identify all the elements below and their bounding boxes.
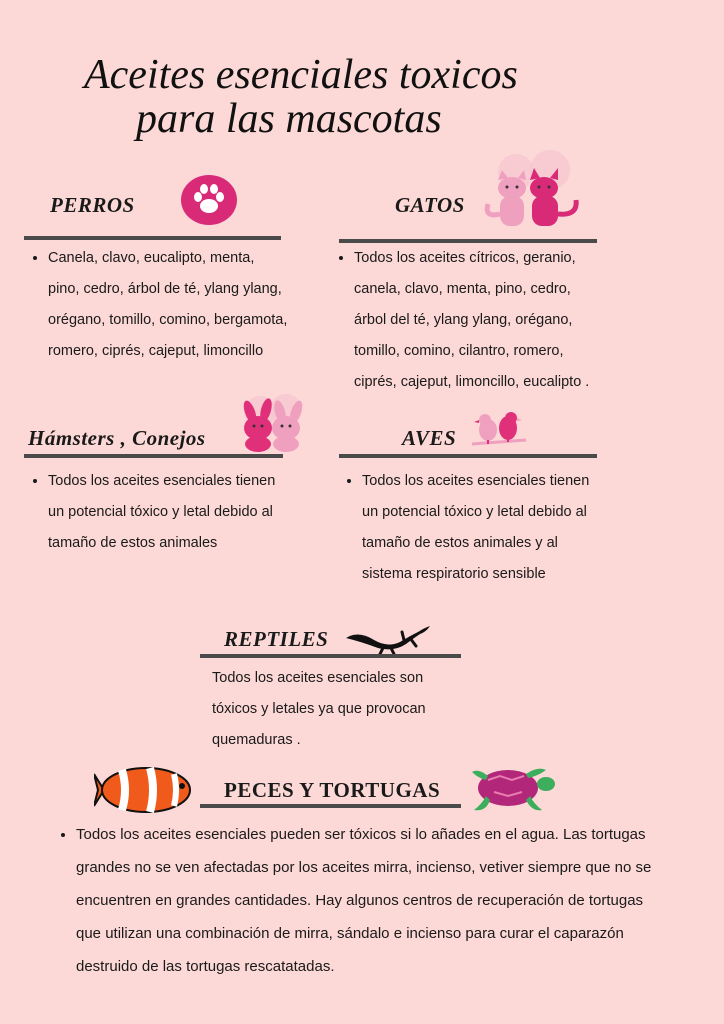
divider-peces — [200, 804, 461, 808]
list-item: • Todos los aceites esenciales tienen un potencial tóxico y letal debido al tamaño de estos animales y al sistema respiratorio sensible — [362, 466, 602, 590]
section-text-hamsters — [26, 466, 276, 559]
section-text-aves — [340, 466, 602, 590]
clownfish-icon — [94, 762, 202, 818]
section-heading-reptiles: REPTILES — [224, 627, 329, 651]
paw-icon — [180, 174, 238, 226]
section-text-peces — [54, 818, 666, 983]
reptiles-paragraph: Todos los aceites esenciales son tóxicos y letales ya que provocan quemaduras . — [212, 670, 426, 748]
list-item: • Todos los aceites cítricos, geranio, canela, clavo, menta, pino, cedro, árbol del té, ylang ylang, orégano, tomillo, comino, cilantro, romero, ciprés, cajeput, limoncillo, eucalipto . — [354, 243, 602, 398]
list-item: • Canela, clavo, eucalipto, menta, pino, cedro, árbol de té, ylang ylang, orégano, tomillo, comino, bergamota, romero, ciprés, cajeput, limoncillo — [48, 243, 288, 367]
list-item: • Todos los aceites esenciales pueden ser tóxicos si lo añades en el agua. Las tortugas grandes no se ven afectadas por los aceites mirra, incienso, vetiver siempre que no se encuentren en grandes cantidades. Hay algunos centros de recuperación de tortugas que utilizan una combinación de mirra, sándalo e incienso para curar el caparazón destruido de las tortugas rescatatadas. — [76, 818, 666, 983]
birds-icon — [468, 408, 530, 454]
cats-icon — [480, 150, 584, 234]
section-text-reptiles — [212, 663, 442, 756]
section-heading-perros: PERROS — [50, 193, 135, 217]
section-heading-aves: AVES — [402, 426, 457, 450]
page-title-line-2: para las mascotas — [136, 96, 442, 142]
divider-reptiles — [200, 654, 461, 658]
rabbits-icon — [236, 390, 306, 452]
divider-perros — [24, 236, 281, 240]
lizard-icon — [344, 620, 432, 656]
section-text-gatos — [332, 243, 602, 398]
divider-hamsters — [24, 454, 283, 458]
turtle-icon — [466, 764, 558, 814]
page-title-line-1: Aceites esenciales toxicos — [84, 52, 518, 98]
section-text-perros — [26, 243, 288, 367]
divider-aves — [339, 454, 597, 458]
list-item: • Todos los aceites esenciales tienen un potencial tóxico y letal debido al tamaño de estos animales — [48, 466, 276, 559]
section-heading-gatos: GATOS — [395, 193, 465, 217]
section-heading-peces: PECES Y TORTUGAS — [224, 778, 441, 802]
section-heading-hamsters: Hámsters , Conejos — [28, 426, 206, 450]
